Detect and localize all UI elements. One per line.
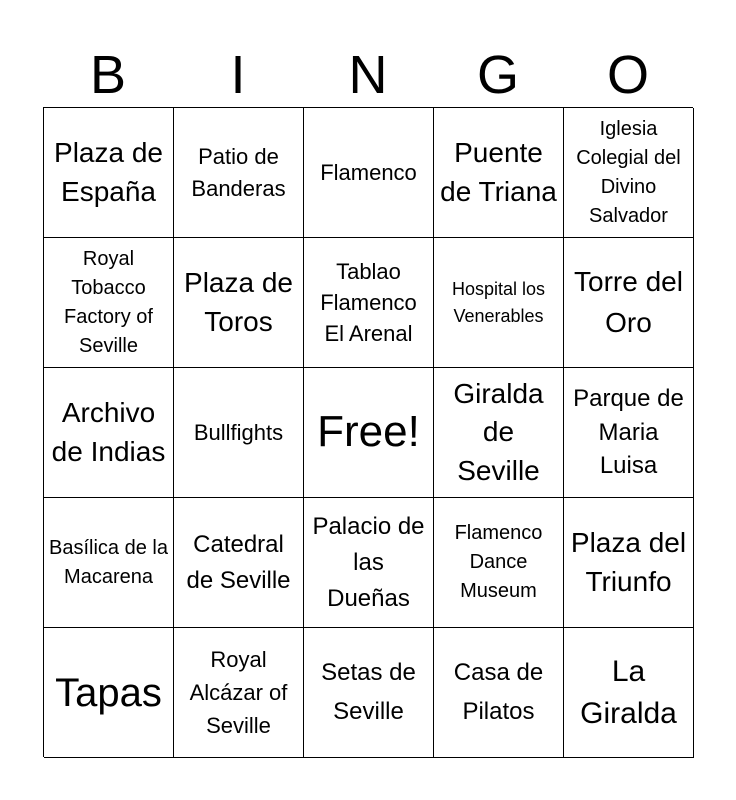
bingo-cell[interactable] bbox=[44, 368, 174, 498]
bingo-cell[interactable] bbox=[174, 368, 304, 498]
bingo-cell[interactable] bbox=[304, 498, 434, 628]
free-space-text: Free! bbox=[317, 407, 420, 457]
bingo-cell[interactable] bbox=[564, 368, 694, 498]
bingo-cell[interactable] bbox=[564, 628, 694, 758]
header-letter-b: B bbox=[89, 45, 127, 105]
free-space-cell[interactable] bbox=[304, 368, 434, 498]
cell-text: Torre del Oro bbox=[574, 265, 683, 338]
cell-text: Setas de Seville bbox=[321, 659, 416, 725]
cell-text: Casa de Pilatos bbox=[453, 659, 544, 725]
cell-text: Palacio de las Dueñas bbox=[312, 512, 425, 612]
bingo-cell[interactable] bbox=[174, 108, 304, 238]
cell-text: Plaza de Toros bbox=[184, 266, 293, 337]
bingo-cell[interactable] bbox=[434, 628, 564, 758]
bingo-cell[interactable] bbox=[304, 628, 434, 758]
bingo-cell[interactable] bbox=[44, 238, 174, 368]
bingo-cell[interactable] bbox=[174, 628, 304, 758]
cell-text: Archivo de Indias bbox=[51, 396, 166, 467]
header-letter-n: N bbox=[348, 45, 388, 105]
cell-text: Basílica de la Macarena bbox=[49, 536, 168, 588]
bingo-cell[interactable] bbox=[304, 238, 434, 368]
bingo-cell[interactable] bbox=[174, 498, 304, 628]
header-letter-i: I bbox=[230, 45, 246, 105]
cell-text: Plaza de España bbox=[54, 136, 163, 207]
bingo-cell[interactable] bbox=[564, 108, 694, 238]
cell-text: Iglesia Colegial del Divino Salvador bbox=[576, 117, 681, 227]
bingo-cell[interactable] bbox=[564, 498, 694, 628]
cell-text: Hospital los Venerables bbox=[451, 279, 546, 326]
bingo-cell[interactable] bbox=[174, 238, 304, 368]
cell-text: Tablao Flamenco El Arenal bbox=[320, 258, 417, 347]
bingo-cell[interactable] bbox=[44, 108, 174, 238]
cell-text: Flamenco Dance Museum bbox=[454, 522, 543, 602]
header-letter-g: G bbox=[476, 45, 519, 105]
bingo-cell[interactable] bbox=[44, 498, 174, 628]
header-letter-o: O bbox=[606, 45, 649, 105]
bingo-cell[interactable] bbox=[434, 108, 564, 238]
cell-text: Bullfights bbox=[193, 419, 284, 445]
bingo-cell[interactable] bbox=[434, 238, 564, 368]
bingo-cell[interactable] bbox=[434, 368, 564, 498]
cell-text: La Giralda bbox=[580, 654, 677, 730]
cell-text: Parque de Maria Luisa bbox=[573, 385, 684, 480]
cell-text: Puente de Triana bbox=[440, 136, 557, 207]
cell-text: Flamenco bbox=[320, 159, 417, 185]
bingo-card-grid bbox=[43, 107, 693, 757]
bingo-cell[interactable] bbox=[564, 238, 694, 368]
cell-text: Giralda de Seville bbox=[453, 377, 544, 486]
cell-text: Tapas bbox=[55, 670, 162, 715]
bingo-cell[interactable] bbox=[44, 628, 174, 758]
bingo-cell[interactable] bbox=[434, 498, 564, 628]
cell-text: Plaza del Triunfo bbox=[570, 526, 687, 597]
cell-text: Royal Tobacco Factory of Seville bbox=[64, 247, 153, 357]
cell-text: Patio de Banderas bbox=[191, 144, 286, 201]
cell-text: Royal Alcázar of Seville bbox=[189, 647, 288, 738]
bingo-header bbox=[43, 44, 693, 106]
cell-text: Catedral de Seville bbox=[186, 530, 291, 594]
bingo-cell[interactable] bbox=[304, 108, 434, 238]
